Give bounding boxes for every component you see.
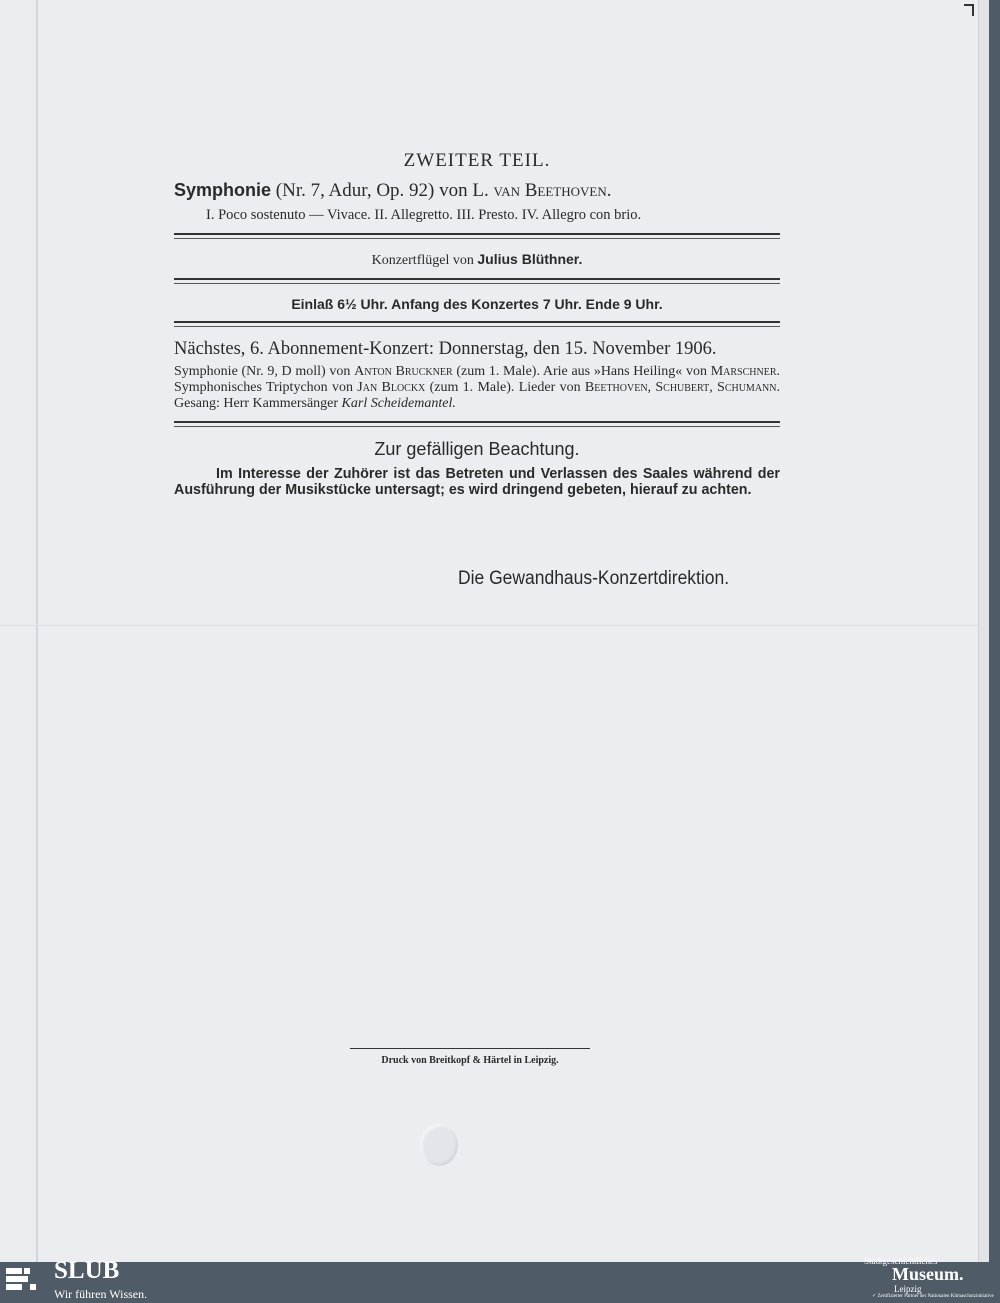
- notice-title: Zur gefälligen Beachtung.: [374, 439, 580, 459]
- library-slogan: Wir führen Wissen.: [54, 1287, 148, 1301]
- vertical-fold-line: [36, 0, 38, 1262]
- emboss-stamp: [420, 1124, 458, 1166]
- notice-body: Im Interesse der Zuhörer ist das Betreten und Verlassen des Saales während der Ausführung der Musikstücke untersagt; es wird dringend gebeten, hierauf zu achten.: [174, 466, 780, 498]
- program-content: [174, 150, 780, 498]
- divider: [174, 233, 780, 239]
- next-composer: Anton Bruckner: [354, 364, 453, 379]
- next-text: von: [559, 380, 581, 395]
- page-edge: [978, 0, 989, 1262]
- symphony-details: (Nr. 7, Adur, Op. 92) von L.: [275, 180, 489, 201]
- piano-credit: [174, 251, 780, 269]
- horizontal-fold-line: [0, 625, 988, 626]
- museum-note: ✓ Zertifizierter Partner der Nationalen Klimaschutzinitiative: [872, 1294, 994, 1299]
- divider: [174, 321, 780, 327]
- symphony-line: [174, 180, 780, 202]
- concert-times: Einlaß 6½ Uhr. Anfang des Konzertes 7 Uhr. Ende 9 Uhr.: [291, 296, 663, 312]
- printer-credit: Druck von Breitkopf & Härtel in Leipzig.: [381, 1055, 559, 1066]
- next-text: von: [686, 364, 707, 379]
- next-concert-heading: Nächstes, 6. Abonnement-Konzert: Donnerstag, den 15. November 1906.: [174, 339, 717, 359]
- corner-mark-icon: [964, 4, 974, 16]
- next-composer: Jan Blockx: [357, 380, 426, 395]
- next-text: (zum 1. Male). Lieder: [429, 380, 556, 395]
- next-concert-program: [174, 364, 780, 412]
- piano-prefix: Konzertflügel von: [371, 253, 474, 268]
- museum-city: Leipzig: [894, 1284, 922, 1294]
- next-text: (zum 1. Male). Arie aus »Hans Heiling«: [456, 364, 683, 379]
- symphony-title: Symphonie: [174, 180, 272, 200]
- next-text: Gesang: Herr Kammersänger: [174, 396, 339, 411]
- slub-logo-icon: [4, 1262, 48, 1300]
- movements-list: I. Poco sostenuto — Vivace. II. Allegretto. III. Presto. IV. Allegro con brio.: [206, 207, 642, 223]
- piano-maker: Julius Blüthner.: [477, 251, 583, 267]
- library-name[interactable]: SLUB: [54, 1257, 120, 1284]
- viewer-footer: [0, 1262, 1000, 1303]
- next-text: Symphonisches Triptychon von: [174, 380, 353, 395]
- museum-name[interactable]: Museum.: [892, 1264, 964, 1284]
- printer-rule: [350, 1048, 590, 1049]
- section-title: ZWEITER TEIL.: [403, 150, 551, 171]
- museum-top: Stadtgeschichtliches: [864, 1256, 938, 1266]
- next-composer: Marschner.: [710, 364, 780, 379]
- next-composer: Beethoven, Schubert, Schumann.: [584, 380, 780, 395]
- next-text: Symphonie (Nr. 9, D moll) von: [174, 364, 351, 379]
- divider: [174, 421, 780, 427]
- divider: [174, 278, 780, 284]
- next-singer: Karl Scheidemantel.: [341, 396, 456, 411]
- signature: Die Gewandhaus-Konzertdirektion.: [458, 568, 730, 589]
- composer-prefix: van: [493, 180, 520, 201]
- symphony-composer: Beethoven.: [524, 180, 612, 201]
